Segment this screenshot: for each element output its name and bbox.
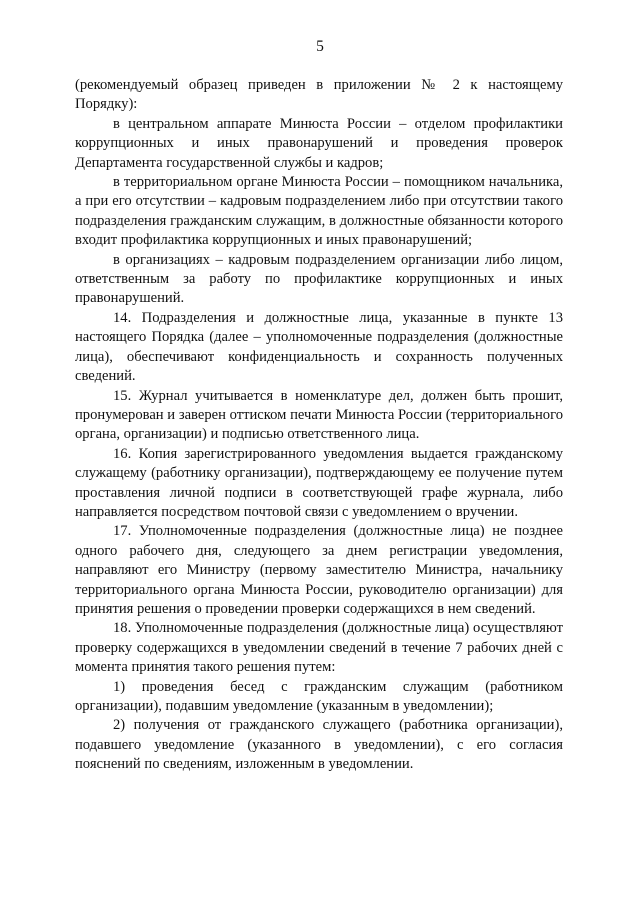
paragraph-central-apparatus: в центральном аппарате Минюста России – отделом профилактики коррупционных и иных правонарушений и проведения проверок Департамента государственной службы и кадров;: [75, 115, 563, 171]
paragraph-item-14: 14. Подразделения и должностные лица, указанные в пункте 13 настоящего Порядка (далее – уполномоченные подразделения (должностные лица), обеспечивают конфиденциальность и сохранность полученных сведений.: [75, 309, 563, 385]
document-body: [75, 76, 563, 775]
paragraph-item-18: 18. Уполномоченные подразделения (должностные лица) осуществляют проверку содержащихся в уведомлении сведений в течение 7 рабочих дней с момента принятия такого решения путем:: [75, 620, 563, 676]
paragraph-subitem-2: 2) получения от гражданского служащего (работника организации), подавшего уведомление (указанного в уведомлении), с его согласия пояснений по сведениям, изложенным в уведомлении.: [75, 717, 563, 773]
paragraph-continuation: (рекомендуемый образец приведен в приложении № 2 к настоящему Порядку):: [75, 77, 563, 113]
paragraph-organizations: в организациях – кадровым подразделением организации либо лицом, ответственным за работу по профилактике коррупционных и иных правонарушений.: [75, 251, 563, 307]
paragraph-item-17: 17. Уполномоченные подразделения (должностные лица) не позднее одного рабочего дня, следующего за днем регистрации уведомления, направляют его Министру (первому заместителю Министра, начальнику территориального органа Минюста России, руководителю организации) для принятия решения о проведении проверки содержащихся в нем сведений.: [75, 523, 563, 617]
paragraph-territorial-body: в территориальном органе Минюста России – помощником начальника, а при его отсутствии – кадровым подразделением либо при отсутствии такого подразделения гражданским служащим, в должностные обязанности которого входит профилактика коррупционных и иных правонарушений;: [75, 174, 563, 249]
paragraph-subitem-1: 1) проведения бесед с гражданским служащим (работником организации), подавшим уведомление (указанным в уведомлении);: [75, 678, 563, 714]
paragraph-item-15: 15. Журнал учитывается в номенклатуре дел, должен быть прошит, пронумерован и заверен оттиском печати Минюста России (территориального органа, организации) и подписью ответственного лица.: [75, 387, 563, 443]
paragraph-item-16: 16. Копия зарегистрированного уведомления выдается гражданскому служащему (работнику организации), подтверждающему ее получение путем проставления личной подписи в соответствующей графе журнала, либо направляется посредством почтовой связи с уведомлением о вручении.: [75, 445, 563, 520]
page-number: 5: [316, 38, 324, 55]
